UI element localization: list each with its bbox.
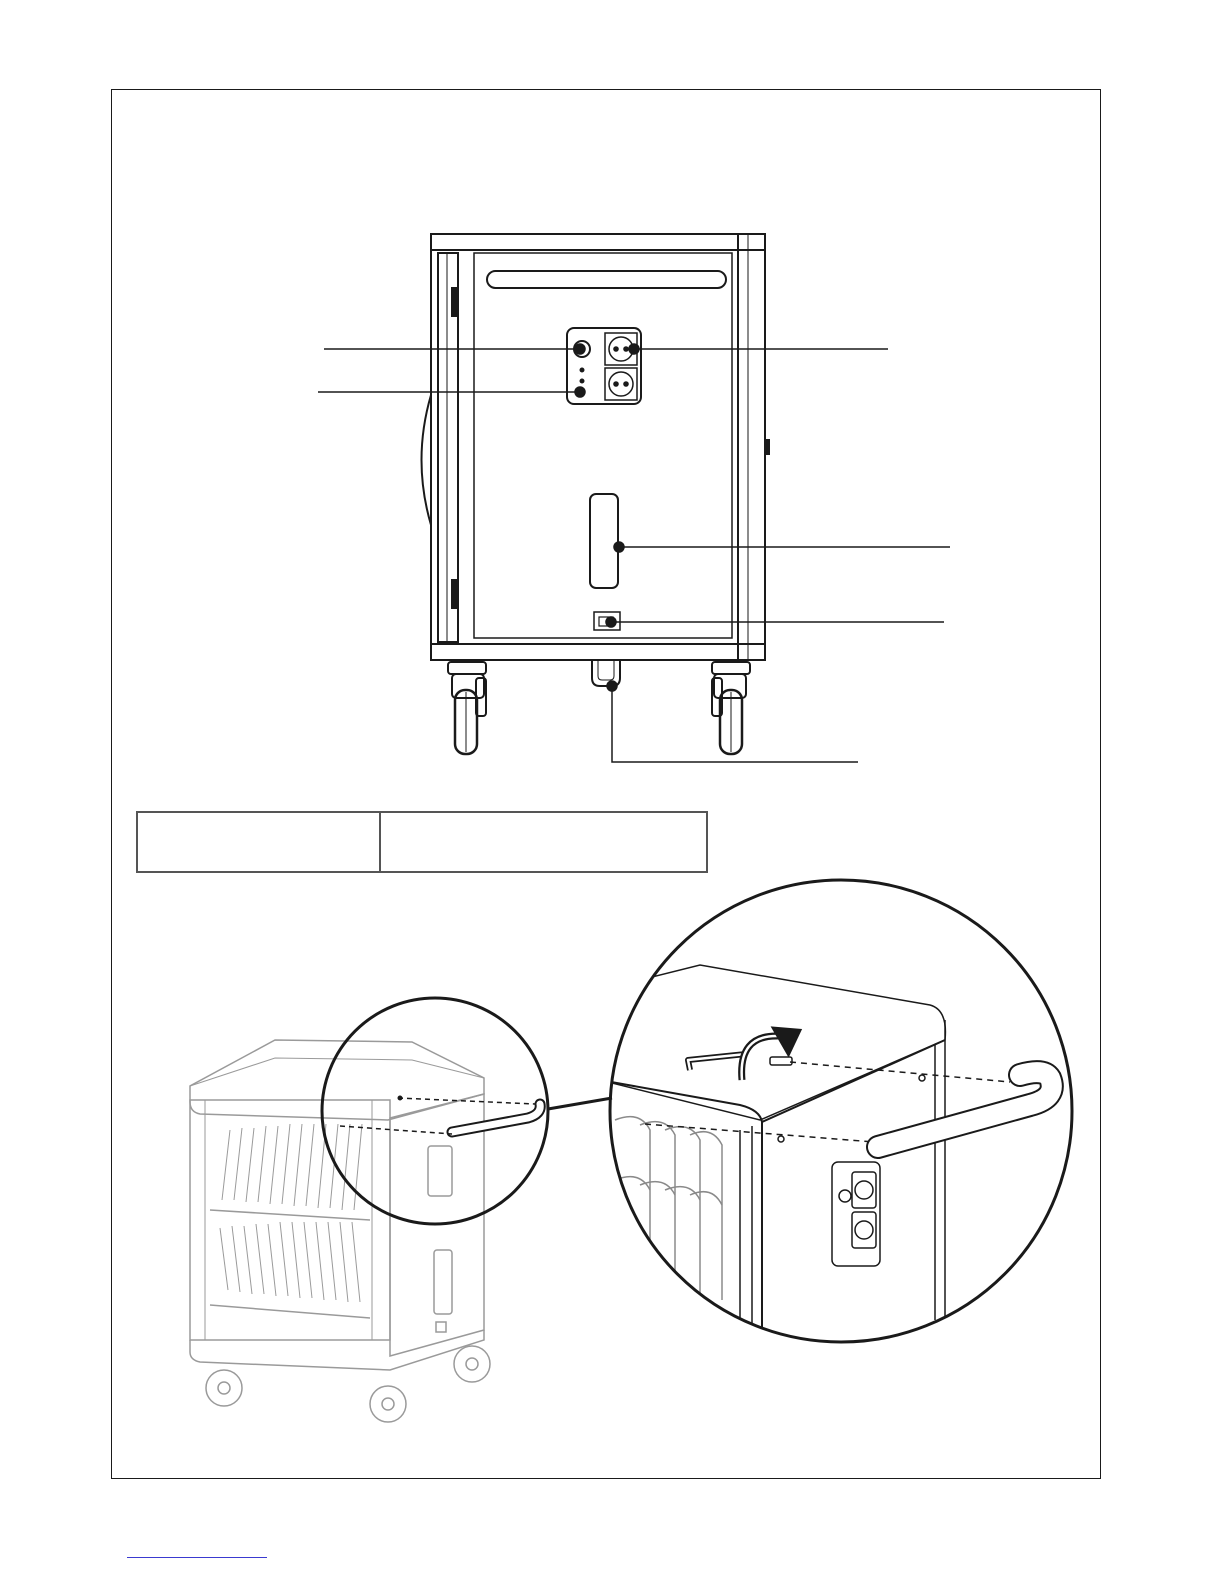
spec-table bbox=[136, 811, 708, 873]
callout-lines bbox=[318, 344, 950, 762]
cart-rear-view bbox=[422, 234, 770, 754]
cabinet-outline bbox=[431, 234, 765, 660]
cart-perspective-view bbox=[190, 1040, 490, 1422]
rotate-arrow-head bbox=[771, 1013, 812, 1057]
spec-table-cell-right bbox=[381, 813, 706, 871]
vent-slot bbox=[487, 271, 726, 288]
caster-right bbox=[712, 662, 750, 754]
caster-left bbox=[448, 662, 486, 754]
detail-connector bbox=[548, 1098, 612, 1109]
detail-circle-small bbox=[322, 998, 548, 1224]
footer-rule bbox=[127, 1557, 267, 1558]
spec-table-cell-left bbox=[138, 813, 381, 871]
detail-circle-large bbox=[600, 880, 1072, 1342]
door-handle bbox=[422, 395, 432, 525]
socket-bottom bbox=[605, 368, 637, 400]
back-panel bbox=[474, 253, 732, 638]
cable-window bbox=[590, 494, 618, 588]
